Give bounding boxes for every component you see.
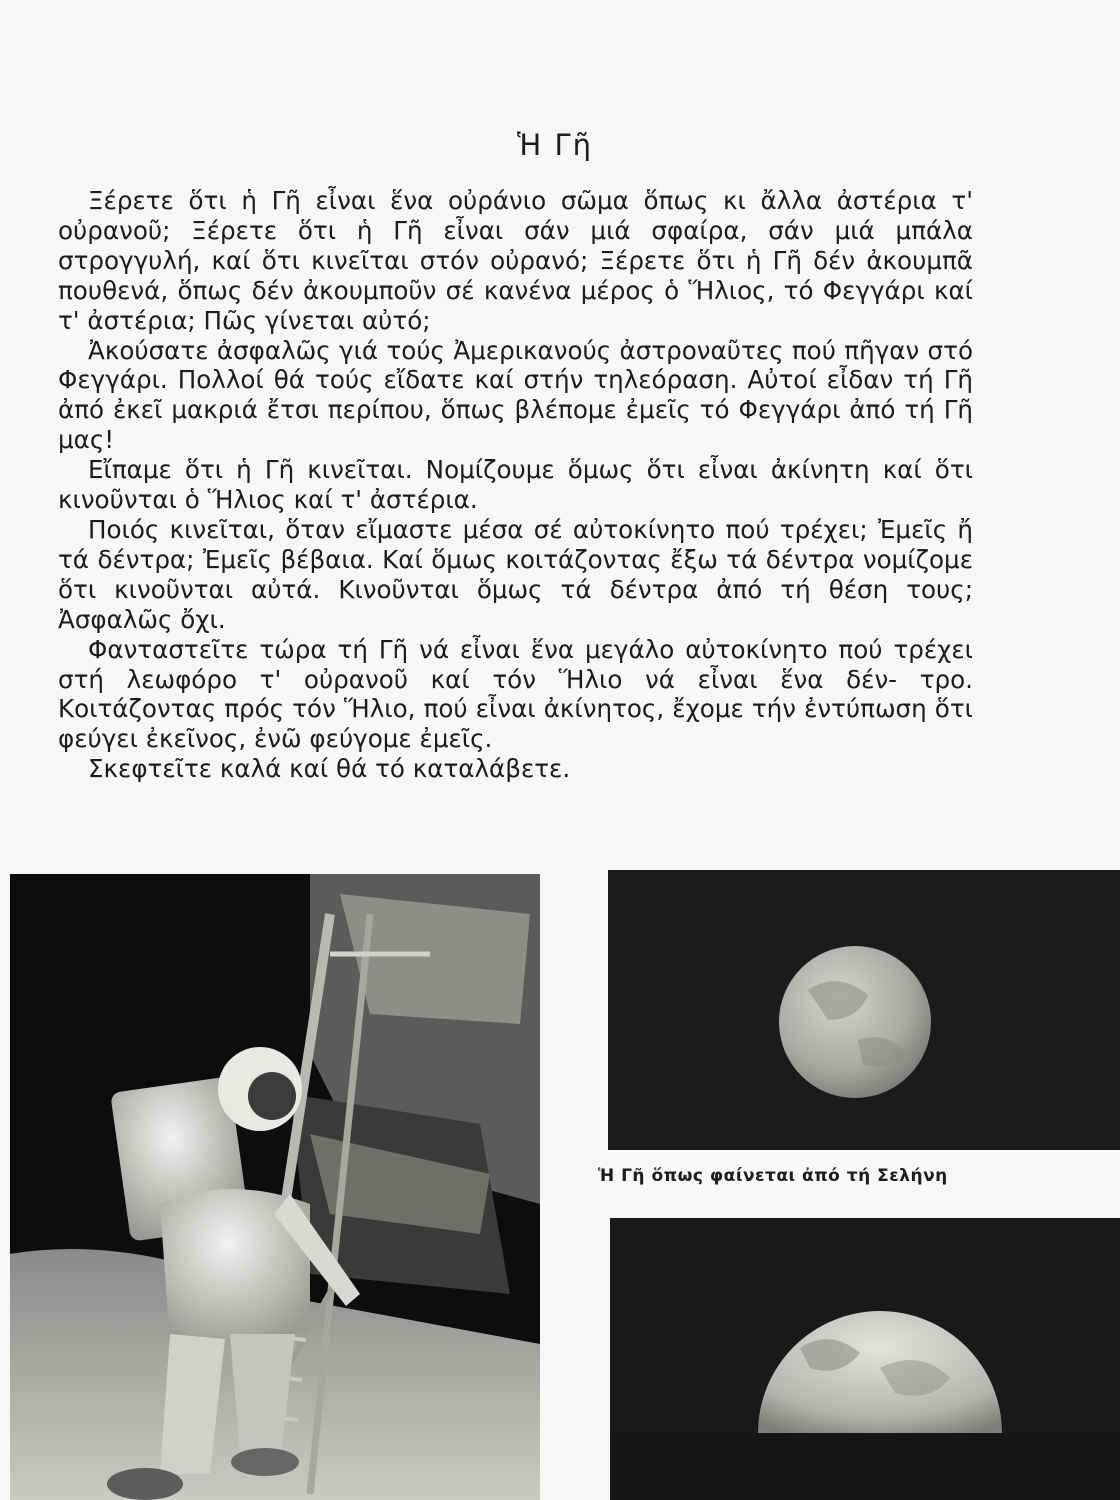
earth-disc-illustration [608, 870, 1120, 1150]
paragraph: Ἀκούσατε ἀσφαλῶς γιά τούς Ἀμερικανούς ἀστροναῦτες πού πῆγαν στό Φεγγάρι. Πολλοί θά τούς εἴδατε καί στήν τηλεόραση. Αὐτοί εἶδαν τή Γῆ ἀπό ἐκεῖ μακριά ἔτσι περίπου, ὅπως βλέπομε ἐμεῖς τό Φεγγάρι ἀπό τή Γῆ μας! [58, 335, 973, 455]
earthrise-photo [610, 1218, 1120, 1500]
astronaut-photo [10, 874, 540, 1500]
paragraph: Εἴπαμε ὅτι ἡ Γῆ κινεῖται. Νομίζουμε ὅμως ὅτι εἶναι ἀκίνητη καί ὅτι κινοῦνται ὁ Ἥλιος καί τ' ἀστέρια. [58, 455, 973, 515]
astronaut-illustration [10, 874, 540, 1500]
earthrise-illustration [610, 1218, 1120, 1500]
paragraph: Φανταστεῖτε τώρα τή Γῆ νά εἶναι ἕνα μεγάλο αὐτοκίνητο πού τρέχει στή λεωφόρο τ' οὐρανοῦ καί τόν Ἥλιο νά εἶναι ἕνα δέν- τρο. Κοιτάζοντας πρός τόν Ἥλιο, πού εἶναι ἀκίνητος, ἔχομε τήν ἐντύπωση ὅτι φεύγει ἐκεῖνος, ἐνῶ φεύγομε ἐμεῖς. [58, 634, 973, 754]
paragraph: Σκεφτεῖτε καλά καί θά τό καταλάβετε. [88, 754, 571, 784]
earth-from-moon-photo [608, 870, 1120, 1150]
paragraph: Ξέρετε ὅτι ἡ Γῆ εἶναι ἕνα οὐράνιο σῶμα ὅπως κι ἄλλα ἀστέρια τ' οὐρανοῦ; Ξέρετε ὅτι ἡ Γῆ εἶναι σάν μιά σφαίρα, σάν μιά μπάλα στρογγυλή, καί ὅτι κινεῖται στόν οὐρανό; Ξέρετε ὅτι ἡ Γῆ δέν ἀκουμπᾶ πουθενά, ὅπως δέν ἀκουμποῦν σέ κανένα μέρος ὁ Ἥλιος, τό Φεγγάρι καί τ' ἀστέρια; Πῶς γίνεται αὐτό; [58, 186, 973, 335]
paragraph: Ποιός κινεῖται, ὅταν εἴμαστε μέσα σέ αὐτοκίνητο πού τρέχει; Ἐμεῖς ἤ τά δέντρα; Ἐμεῖς βέβαια. Καί ὅμως κοιτάζοντας ἔξω τά δέντρα νομίζομε ὅτι κινοῦνται αὐτά. Κινοῦνται ὅμως τά δέντρα ἀπό τή θέση τους; Ἀσφαλῶς ὄχι. [58, 514, 973, 634]
page-title: Ἡ Γῆ [517, 128, 593, 162]
body-text [58, 186, 973, 784]
photo-caption: Ἡ Γῆ ὅπως φαίνεται ἀπό τή Σελήνη [598, 1166, 948, 1186]
